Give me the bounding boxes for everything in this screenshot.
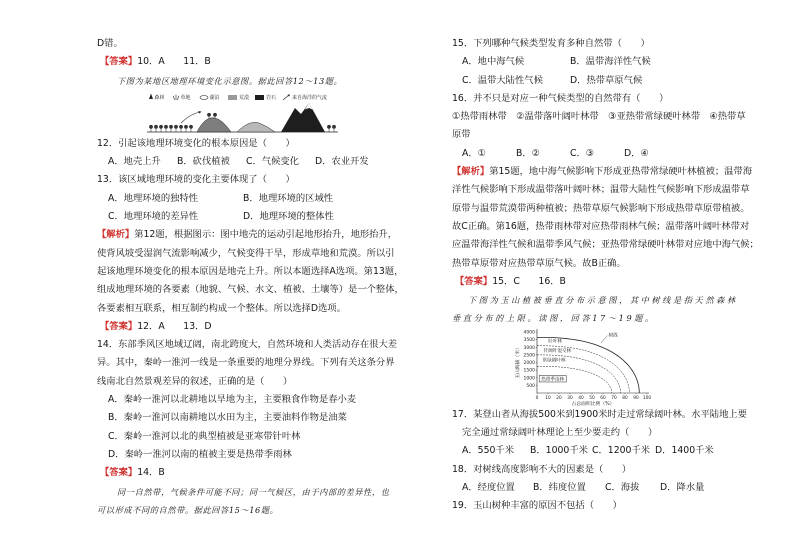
analysis-text: 第12题，根据图示：图中地壳的运动引起地形抬升，地形抬升， bbox=[134, 229, 398, 241]
y-tick-label: 500 bbox=[526, 383, 535, 389]
option-b: B．温带海洋性气候 bbox=[570, 56, 651, 68]
analysis-tag: 【解析】 bbox=[97, 229, 135, 241]
option-c: C．气候变化 bbox=[246, 156, 299, 168]
yushan-vegetation-diagram bbox=[507, 326, 722, 406]
x-tick-label: 20 bbox=[556, 395, 562, 401]
intro-15-16-line: 同一自然带，气候条件可能不同；同一气候区，由于内部的差异性，也 bbox=[117, 486, 390, 497]
tree-mark bbox=[184, 125, 188, 132]
legend-label-forest: 森林 bbox=[154, 94, 165, 101]
left-column bbox=[97, 35, 404, 519]
legend-label-lake: 湖泊 bbox=[209, 94, 220, 101]
vegetation-zone-labels bbox=[539, 331, 618, 382]
hill-1 bbox=[197, 118, 231, 132]
analysis-15-16-line: 应温带海洋性气候和温带季风气候；亚热带常绿硬叶林带对应地中海气候； bbox=[452, 239, 759, 251]
y-ticks bbox=[524, 329, 537, 388]
answer-text: 15．C 16．B bbox=[492, 275, 566, 287]
x-ticks bbox=[536, 393, 652, 401]
x-tick-label: 30 bbox=[567, 395, 573, 401]
option-b: B．纬度位置 bbox=[533, 481, 586, 493]
answer-14 bbox=[97, 464, 393, 482]
legend-label-grassland: 草地 bbox=[180, 94, 191, 101]
analysis-12-13-line: 组成地理环境的各要素（地貌、气候、水文、植被、土壤等）是一个整体， bbox=[97, 284, 404, 296]
intro-17-19-line: 下图为玉山植被垂直分布示意图，其中树线是指天然森林 bbox=[468, 295, 738, 306]
analysis-12-13-line: 使背风坡受湿润气流影响减少，气候变得干旱，形成草地和荒漠。所以引 bbox=[97, 247, 395, 259]
tree-mark bbox=[169, 125, 173, 132]
hill-2 bbox=[237, 122, 275, 132]
option-b: B．1000千米 bbox=[530, 445, 588, 457]
mixed-forest-zone-label: 针阔叶混交林 bbox=[543, 348, 572, 354]
answer-tag: 【答案】 bbox=[100, 467, 138, 479]
option-b: B．地理环境的区域性 bbox=[243, 192, 334, 204]
analysis-12-13-line bbox=[97, 226, 398, 244]
question-14-stem-line: 线南北自然景观差异的叙述，正确的是（ ） bbox=[97, 375, 293, 387]
x-tick-label: 50 bbox=[589, 395, 595, 401]
question-12-stem: 12．引起该地理环境变化的根本原因是（ ） bbox=[97, 137, 295, 149]
question-13-options-cd bbox=[97, 208, 393, 226]
legend-lake bbox=[200, 94, 220, 101]
airflow-arrow-icon bbox=[283, 95, 289, 100]
question-15-options-cd bbox=[452, 72, 752, 90]
analysis-15-16-line bbox=[452, 163, 752, 181]
x-tick-label: 0 bbox=[535, 395, 539, 401]
question-19-stem: 19．玉山树种丰富的原因不包括（ ） bbox=[452, 500, 622, 512]
x-tick-label: 80 bbox=[622, 395, 628, 401]
analysis-15-16-line: 原带与温带荒漠带两种植被；热带草原气候影响下形成热带草原带植被。 bbox=[452, 202, 750, 214]
option-c: C．海拔 bbox=[605, 481, 640, 493]
question-14-option-a: A．秦岭一淮河以北耕地以旱地为主，主要粮食作物是春小麦 bbox=[108, 394, 357, 406]
x-tick-label: 60 bbox=[600, 395, 606, 401]
tree-mark bbox=[154, 125, 158, 132]
y-tick-label: 2500 bbox=[523, 353, 535, 359]
option-d: D．1400千米 bbox=[655, 445, 714, 457]
question-16-stem: 16．并不只是对应一种气候类型的自然带有（ ） bbox=[452, 92, 669, 104]
tree-line-label: 树线 bbox=[608, 333, 618, 339]
y-tick-label: 3000 bbox=[523, 345, 535, 351]
option-a: A．地中海气候 bbox=[462, 56, 525, 68]
intro-17-19-line: 垂直分布的上限。读图，回答17～19题。 bbox=[452, 313, 656, 324]
tree-line-curve bbox=[537, 337, 639, 393]
option-b: B．② bbox=[516, 147, 541, 159]
y-tick-label: 1500 bbox=[523, 368, 535, 374]
x-axis-title: 占总面积比例（%） bbox=[571, 401, 615, 406]
question-17-stem-line: 完全通过常绿阔叶林理论上至少要走约（ ） bbox=[462, 427, 658, 439]
option-d: D．降水量 bbox=[660, 481, 705, 493]
tree-mark bbox=[159, 125, 163, 132]
humid-airflow-arrow bbox=[181, 112, 200, 123]
x-tick-label: 10 bbox=[545, 395, 551, 401]
x-tick-label: 40 bbox=[578, 395, 584, 401]
option-d: D．农业开发 bbox=[315, 156, 369, 168]
question-14-stem-line: 异。其中，秦岭一淮河一线是一条重要的地理分界线。下列有关这条分界 bbox=[97, 357, 395, 369]
analysis-tag: 【解析】 bbox=[452, 166, 490, 178]
analysis-15-16-line: 洋性气候影响下形成温带落叶阔叶林；温带大陆性气候影响下形成温带草 bbox=[452, 184, 750, 196]
question-17-options bbox=[452, 442, 752, 460]
option-c: C．温带大陆性气候 bbox=[462, 74, 543, 86]
option-c: C．地理环境的差异性 bbox=[108, 211, 199, 223]
legend-airflow bbox=[283, 94, 327, 101]
answer-12-13 bbox=[97, 318, 393, 336]
option-d: D．地理环境的整体性 bbox=[243, 211, 334, 223]
question-16-items-line: ①热带雨林带 ②温带落叶阔叶林带 ③亚热带常绿硬叶林带 ④热带草 bbox=[452, 111, 746, 123]
y-tick-label: 2000 bbox=[523, 360, 535, 366]
question-16-options bbox=[452, 145, 752, 163]
legend-desert bbox=[228, 94, 249, 101]
analysis-15-16-line: 故C正确。第16题，热带雨林带对应热带雨林气候；温带落叶阔叶林带对 bbox=[452, 220, 750, 232]
grass-icon bbox=[173, 94, 178, 100]
question-18-stem: 18．对树线高度影响不大的因素是（ ） bbox=[452, 463, 632, 475]
question-13-options-ab bbox=[97, 190, 393, 208]
answer-text: 14．B bbox=[137, 467, 165, 479]
right-column bbox=[452, 35, 759, 516]
yushan-vegetation-figure bbox=[452, 328, 752, 406]
y-tick-label: 4000 bbox=[523, 330, 535, 336]
question-14-option-d: D．秦岭一淮河以南的植被主要是热带季雨林 bbox=[108, 448, 292, 460]
question-18-options bbox=[452, 479, 752, 497]
intro-12-13: 下图为某地区地理环境变化示意图。据此回答12～13题。 bbox=[117, 75, 343, 86]
answer-tag: 【答案】 bbox=[100, 320, 138, 332]
question-15-stem: 15．下列哪种气候类型发育多种自然带（ ） bbox=[452, 38, 650, 49]
evergreen-zone-label: 常绿阔叶林 bbox=[542, 358, 566, 364]
legend-label-rock: 岩石 bbox=[266, 94, 277, 101]
tree-mark bbox=[174, 125, 178, 132]
option-b: B．砍伐植被 bbox=[177, 156, 230, 168]
question-15-options-ab bbox=[452, 53, 752, 71]
monsoon-zone-label: 热带季雨林 bbox=[541, 377, 565, 383]
analysis-text: 第15题，地中海气候影响下形成亚热带常绿硬叶林植被；温带海 bbox=[489, 166, 753, 178]
option-d: D．④ bbox=[624, 147, 649, 159]
option-a: A．地壳上升 bbox=[108, 156, 161, 168]
option-d: D．热带草原气候 bbox=[570, 74, 643, 86]
landscape-change-figure bbox=[97, 90, 393, 135]
tree-mark bbox=[179, 125, 183, 132]
forest-icon bbox=[149, 93, 153, 99]
question-16-items-line: 原带 bbox=[452, 129, 471, 141]
tree-line-leader bbox=[601, 335, 608, 342]
tree-mark bbox=[164, 125, 168, 132]
answer-text: 12．A 13．D bbox=[137, 320, 212, 332]
question-13-stem: 13．该区域地理环境的变化主要体现了（ ） bbox=[97, 174, 295, 186]
y-tick-label: 3500 bbox=[523, 337, 535, 343]
y-tick-label: 1000 bbox=[523, 376, 535, 382]
conifer-zone-label: 针叶林 bbox=[548, 339, 562, 345]
legend-label-desert: 荒漠 bbox=[239, 94, 250, 101]
desert-icon bbox=[228, 95, 237, 100]
legend-grassland bbox=[173, 94, 190, 101]
question-14-stem-line: 14．东部季风区地域辽阔，南北跨度大，自然环境和人类活动存在很大差 bbox=[97, 339, 398, 351]
option-a: A．① bbox=[462, 147, 486, 159]
option-c: C．1200千米 bbox=[592, 445, 651, 457]
option-a: A．经度位置 bbox=[462, 481, 515, 493]
tree-mark bbox=[332, 125, 336, 132]
question-14-option-c: C．秦岭一淮河以北的典型植被是亚寒带针叶林 bbox=[108, 430, 301, 442]
answer-10-11 bbox=[97, 53, 393, 71]
landscape-change-diagram bbox=[145, 90, 345, 135]
legend-rock bbox=[255, 94, 276, 101]
previous-explanation-tail: D错。 bbox=[97, 38, 123, 49]
answer-text: 10．A 11．B bbox=[137, 56, 211, 68]
x-tick-label: 100 bbox=[642, 395, 652, 401]
tree-mark bbox=[327, 125, 331, 132]
x-tick-label: 70 bbox=[611, 395, 617, 401]
tree-mark bbox=[149, 125, 153, 132]
lake-icon bbox=[200, 95, 208, 99]
mountain-peak bbox=[281, 103, 325, 132]
option-a: A．地理环境的独特性 bbox=[108, 192, 199, 204]
y-axis-title: 玉山海拔（米） bbox=[516, 344, 521, 379]
answer-15-16 bbox=[452, 273, 752, 291]
analysis-12-13-line: 各要素相互联系，相互制约构成一个整体。所以选择D选项。 bbox=[97, 302, 346, 314]
answer-tag: 【答案】 bbox=[100, 56, 138, 68]
rock-icon bbox=[255, 95, 264, 100]
option-c: C．③ bbox=[570, 147, 595, 159]
legend-forest bbox=[149, 93, 165, 101]
question-17-stem-line: 17．某登山者从海拔500米到1900米时走过常绿阔叶林。水平陆地上要 bbox=[452, 408, 747, 420]
analysis-15-16-line: 热带草原带对应热带草原气候。故B正确。 bbox=[452, 257, 626, 269]
question-14-option-b: B．秦岭一淮河以南耕地以水田为主，主要油料作物是油菜 bbox=[108, 412, 347, 424]
legend-label-airflow: 来自海洋的气流 bbox=[292, 94, 328, 101]
analysis-12-13-line: 起该地理环境变化的根本原因是地壳上升。所以本题选择A选项。第13题， bbox=[97, 265, 404, 277]
intro-15-16-line: 可以形成不同的自然带。据此回答15～16题。 bbox=[97, 504, 279, 515]
tree-mark bbox=[189, 125, 193, 132]
answer-tag: 【答案】 bbox=[455, 275, 493, 287]
question-12-options bbox=[97, 153, 393, 171]
option-a: A．550千米 bbox=[462, 445, 514, 457]
x-tick-label: 90 bbox=[633, 395, 639, 401]
vegetation-boundary-curves bbox=[537, 337, 639, 393]
